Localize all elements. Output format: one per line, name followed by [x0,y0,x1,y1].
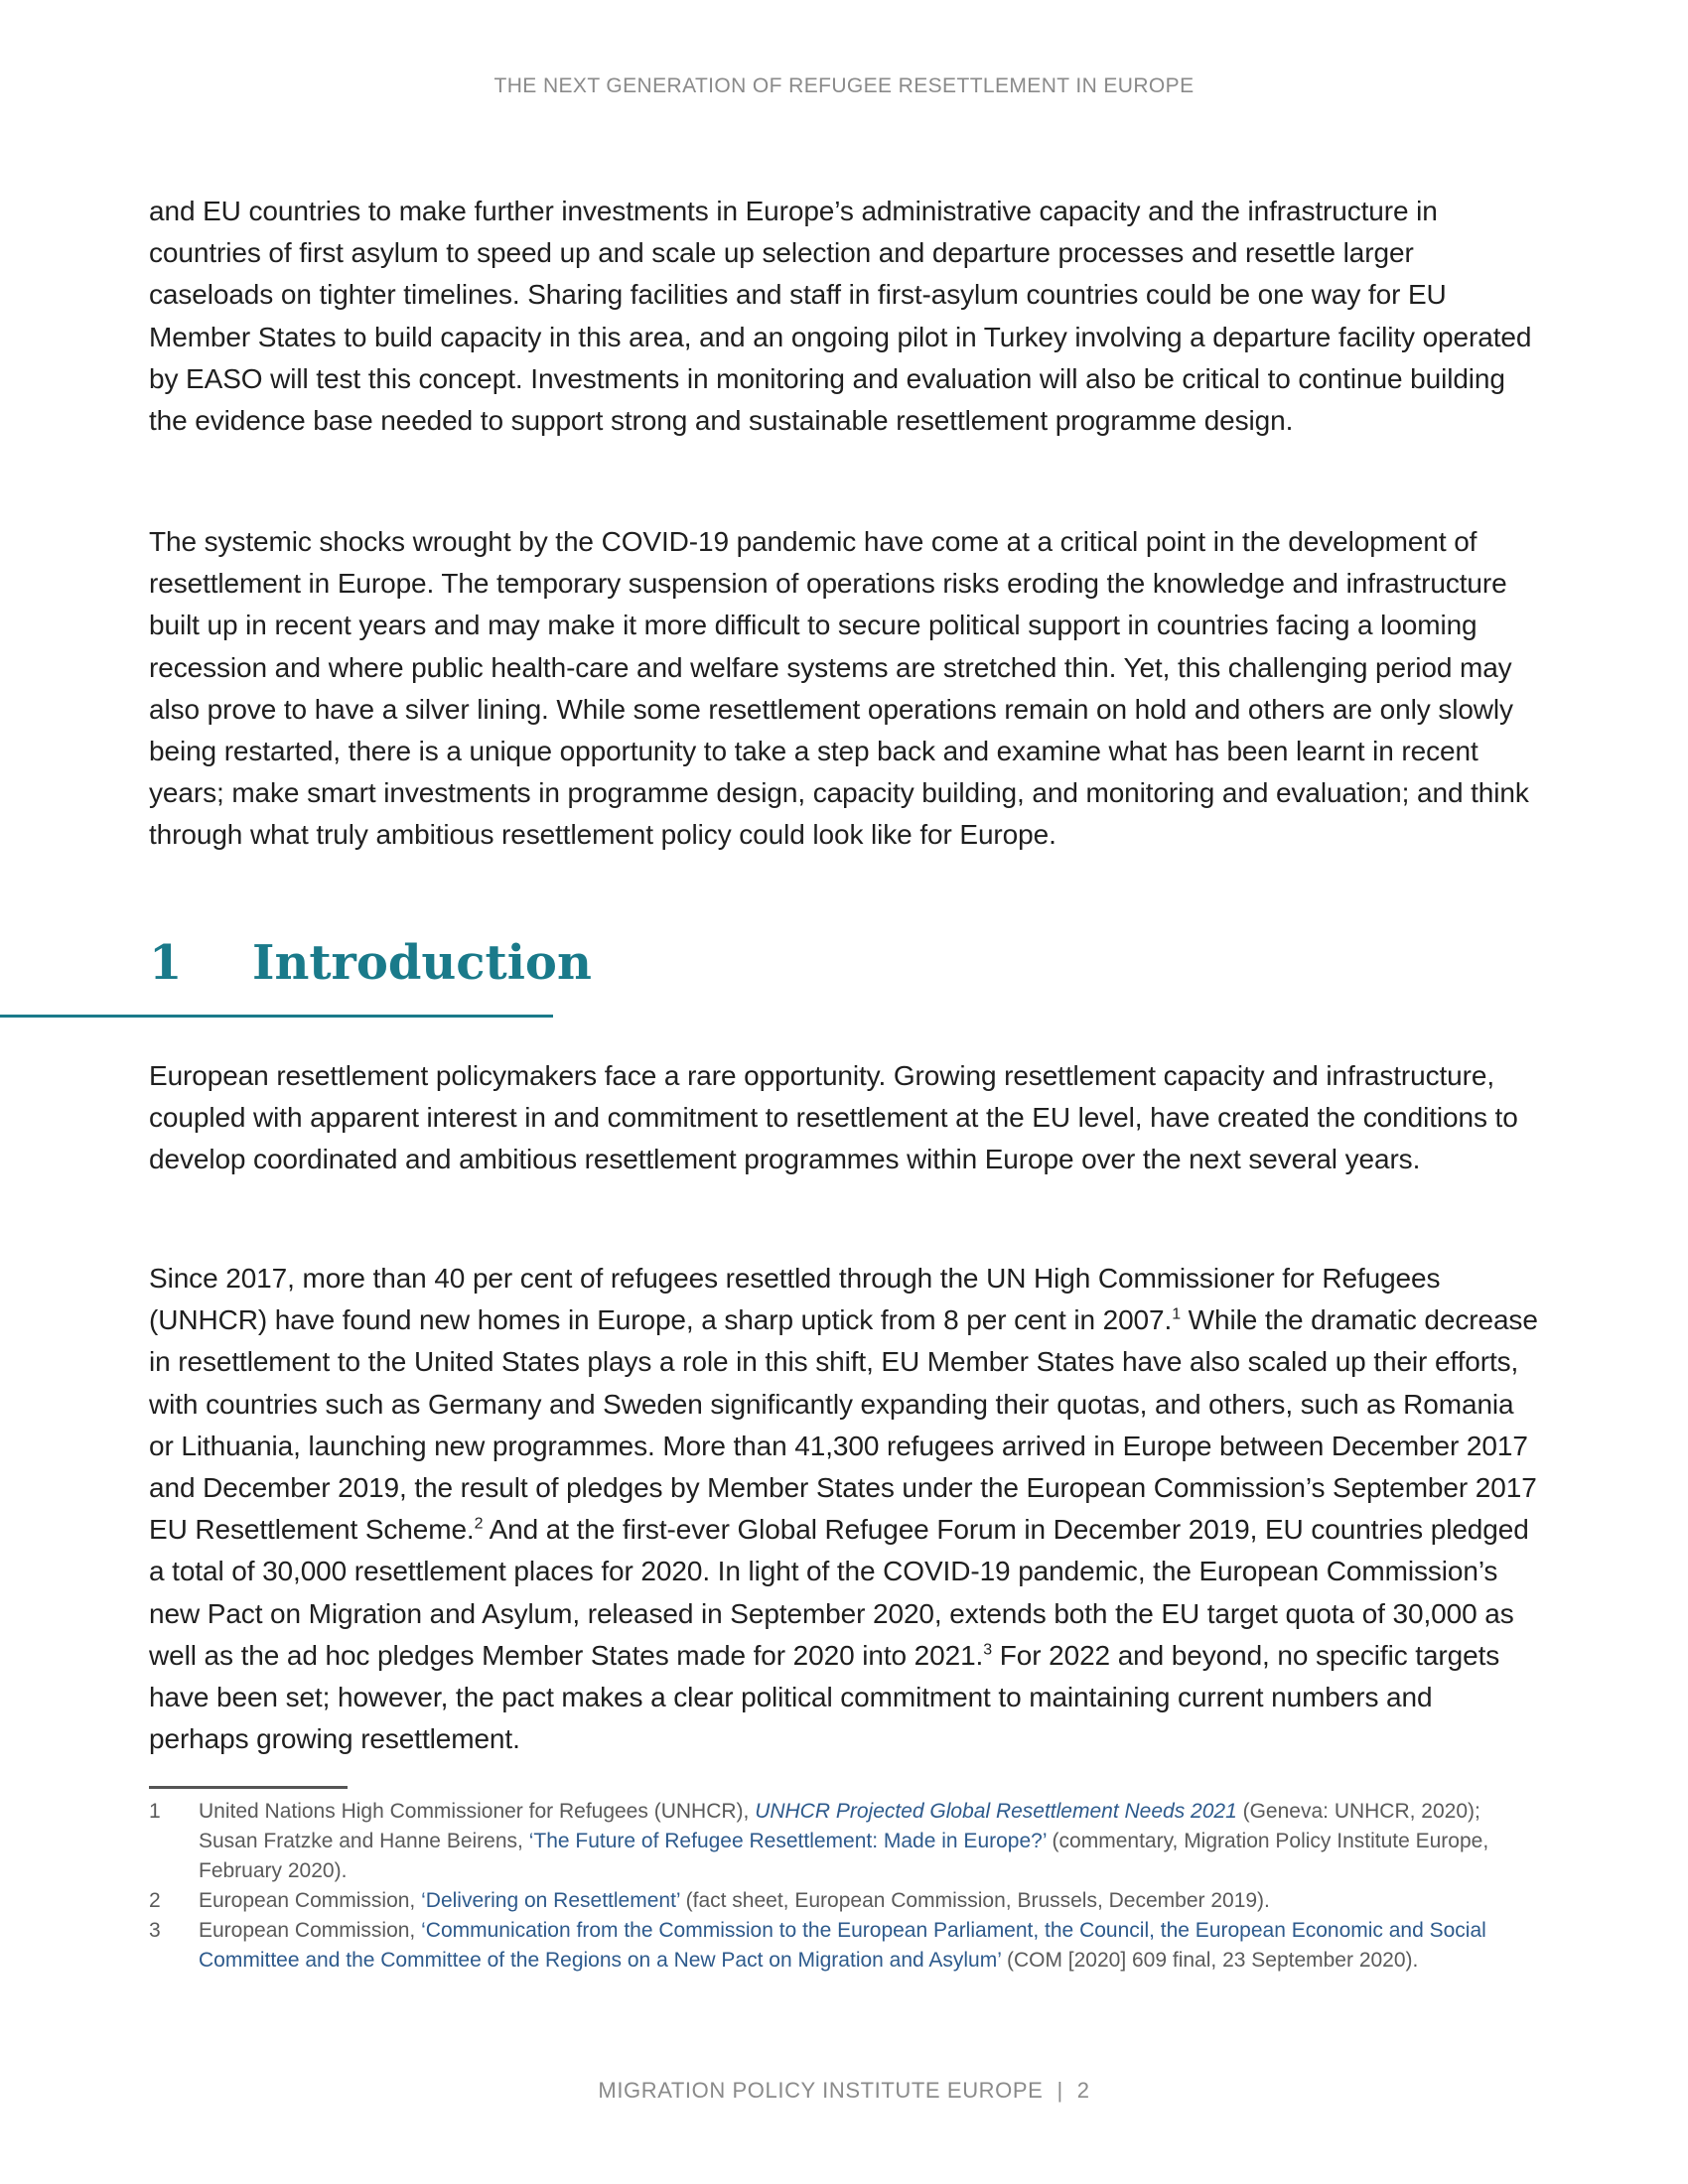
footnote-segment: European Commission, [199,1889,422,1912]
footnotes [149,1797,1539,1976]
footnote [149,1916,1539,1976]
heading-underline [0,1015,553,1018]
section-heading [149,935,592,991]
footnote-number: 1 [149,1800,161,1823]
footnote-segment: (Geneva: UNHCR, 2020); Susan Fratzke and Hanne Beirens, [199,1800,1480,1852]
paragraph: The systemic shocks wrought by the COVID-19 pandemic have come at a critical point in the development of resettlement in Europe. The temporary suspension of operations risks eroding the knowledge and infrastructure built up in recent years and may make it more difficult to secure political support in countries facing a looming recession and where public health-care and welfare systems are stretched thin. Yet, this challenging period may also prove to have a silver lining. While some resettlement operations remain on hold and others are only slowly being restarted, there is a unique opportunity to take a step back and examine what has been learnt in recent years; make smart investments in programme design, capacity building, and monitoring and evaluation; and think through what truly ambitious resettlement policy could look like for Europe. [149,526,1529,851]
section-title: Introduction [252,935,592,991]
paragraph: European resettlement policymakers face a rare opportunity. Growing resettlement capacity and infrastructure, coupled with apparent interest in and commitment to resettlement at the EU level, have created the conditions to develop coordinated and ambitious resettlement programmes within Europe over the next several years. [149,1060,1518,1175]
paragraph [149,1258,1539,1760]
footnote-text [199,1797,1539,1886]
footnote [149,1886,1539,1916]
footnote-segment: European Commission, [199,1919,422,1942]
paragraph: and EU countries to make further investments in Europe’s administrative capacity and the infrastructure in countries of first asylum to speed up and scale up selection and departure processes and resettle larger caseloads on tighter timelines. Sharing facilities and staff in first-asylum countries could be one way for EU Member States to build capacity in this area, and an ongoing pilot in Turkey involving a departure facility operated by EASO will test this concept. Investments in monitoring and evaluation will also be critical to continue building the evidence base needed to support strong and sustainable resettlement programme design. [149,196,1532,437]
footnote-text [199,1886,1539,1916]
footnote-segment: United Nations High Commissioner for Refugees (UNHCR), [199,1800,756,1823]
footnote-text [199,1916,1539,1976]
footnote-segment: (fact sheet, European Commission, Brussels, December 2019). [679,1889,1270,1912]
footnote-link[interactable]: ‘Delivering on Resettlement’ [421,1889,680,1912]
footnote-ref[interactable]: 2 [474,1515,484,1533]
footnote-segment: (COM [2020] 609 final, 23 September 2020). [1001,1949,1419,1972]
footnote-link[interactable]: UNHCR Projected Global Resettlement Needs 2021 [755,1800,1237,1823]
footnote-number: 2 [149,1889,161,1912]
page-footer [0,2078,1688,2104]
sentence: For 2022 and beyond, no specific targets have been set; however, the pact makes a clear political commitment to maintaining current numbers and perhaps growing resettlement. [149,1639,1500,1755]
footnote-divider [149,1786,348,1789]
footnote-link[interactable]: ‘Communication from the Commission to the European Parliament, the Council, the European Economic and Social Committee and the Committee of the Regions on a New Pact on Migration and Asylum’ [199,1919,1486,1972]
footnote-ref[interactable]: 3 [983,1641,993,1659]
running-header: THE NEXT GENERATION OF REFUGEE RESETTLEMENT IN EUROPE [493,74,1195,97]
footnote-link[interactable]: ‘The Future of Refugee Resettlement: Made in Europe?’ [528,1830,1047,1852]
footer-separator: | [1056,2078,1063,2103]
footnote-segment: (commentary, Migration Policy Institute Europe, February 2020). [199,1830,1489,1882]
page-number: 2 [1076,2078,1090,2103]
section-number: 1 [149,935,183,991]
footer-org: MIGRATION POLICY INSTITUTE EUROPE [598,2078,1044,2103]
sentence: And at the first-ever Global Refugee Forum in December 2019, EU countries pledged a total of 30,000 resettlement places for 2020. In light of the COVID-19 pandemic, the European Commission’s new Pact on Migration and Asylum, released in September 2020, extends both the EU target quota of 30,000 as well as the ad hoc pledges Member States made for 2020 into 2021. [149,1514,1529,1671]
footnote-number: 3 [149,1919,161,1942]
sentence: While the dramatic decrease in resettlement to the United States plays a role in this shift, EU Member States have also scaled up their efforts, with countries such as Germany and Sweden significantly expanding their quotas, and others, such as Romania or Lithuania, launching new programmes. More than 41,300 refugees arrived in Europe between December 2017 and December 2019, the result of pledges by Member States under the European Commission’s September 2017 EU Resettlement Scheme. [149,1304,1538,1546]
footnote-ref[interactable]: 1 [1172,1305,1181,1323]
footnote [149,1797,1539,1886]
sentence: Since 2017, more than 40 per cent of refugees resettled through the UN High Commissioner for Refugees (UNHCR) have found new homes in Europe, a sharp uptick from 8 per cent in 2007. [149,1263,1441,1336]
